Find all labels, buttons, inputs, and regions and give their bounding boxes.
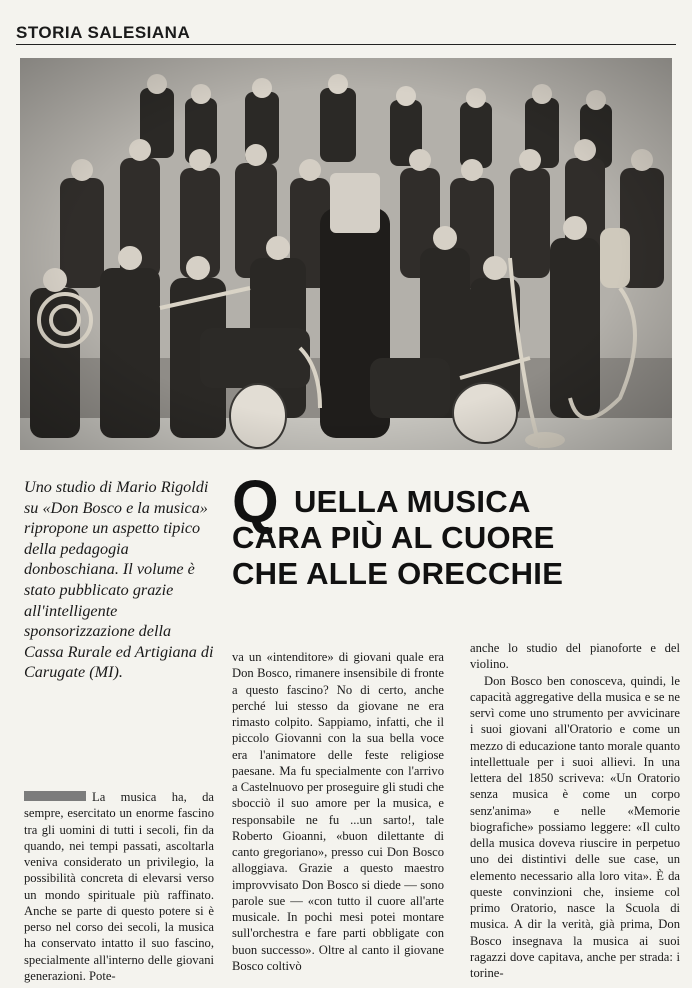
headline-line-1-text: UELLA MUSICA [294,484,531,519]
headline-line-2: CARA PIÙ AL CUORE [232,520,555,555]
body-column-1 [24,789,214,984]
headline-line-1 [232,468,688,535]
section-title: STORIA SALESIANA [16,23,191,42]
headline [232,468,688,592]
body-column-3 [470,640,680,981]
band-photo-illustration [20,58,672,450]
body-column-3-text-b: Don Bosco ben conosceva, quindi, le capacità aggregative della musica e se ne servì come uno strumento per avvicinare i suoi giovani all'Oratorio e come un mezzo di educazione tanto morale quanto intellettuale per i suoi allievi. In una lettera del 1850 scriveva: «Un Oratorio senza musica è come un corpo senz'anima» e nelle «Memorie biografiche» possiamo leggere: «Il culto della musica doveva riuscire in perpetuo uno dei distintivi delle sue case, un elemento necessario alla loro vita». È da queste convinzioni che, insieme col primo Oratorio, nasce la Scuola di musica. A dir la verità, già prima, Don Bosco insegnava la musica ai suoi ragazzi dove capitava, anche per strada: i torine- [470,673,680,980]
band-photograph [20,58,672,450]
body-column-1-text: La musica ha, da sempre, esercitato un enorme fascino tra gli uomini di tutti i secoli, fin da quando, nei tempi passati, ascoltarla veniva considerato un privilegio, la possibilità concreta di elevarsi verso un mondo spirituale più raffinato. Anche se parte di questo potere si è perso nel corso dei secoli, la musica ha conservato intatto il suo fascino, specialmente all'interno delle giovani generazioni. Pote- [24,790,214,983]
headline-line-3: CHE ALLE ORECCHIE [232,556,564,591]
section-header [16,22,676,45]
paragraph-marker [24,791,86,801]
body-column-2 [232,649,444,974]
headline-dropcap: Q [232,468,279,535]
body-column-3-text-a: anche lo studio del pianoforte e del violino. [470,641,680,672]
body-column-2-text: va un «intenditore» di giovani quale era Don Bosco, rimanere insensibile di fronte a questo fascino? No di certo, anche perché lui stesso da giovane ne era rimasto colpito. Sappiamo, infatti, che il piccolo Giovanni con la sua bella voce era l'animatore delle feste religiose paesane. Ma fu specialmente con l'arrivo a Castelnuovo per proseguire gli studi che sbocciò il suo amore per la musica, e responsabile ne fu ...un sarto!, tale Roberto Gioanni, «buon dilettante di canto gregoriano», presso cui Don Bosco alloggiava. Grazie a questo maestro improvvisato Don Bosco si diede — sono parole sue — «con tutto il cuore all'arte musicale. In pochi mesi potei montare sull'orchestra e fare parti obbligate con buon successo». Oltre al canto il giovane Bosco coltivò [232,650,444,973]
standfirst: Uno studio di Mario Rigoldi su «Don Bosco e la musica» ripropone un aspetto tipico della pedagogia donboschiana. Il volume è stato pubblicato grazie all'intelligente sponsorizzazione della Cassa Rurale ed Artigiana di Carugate (MI). [24,478,214,682]
